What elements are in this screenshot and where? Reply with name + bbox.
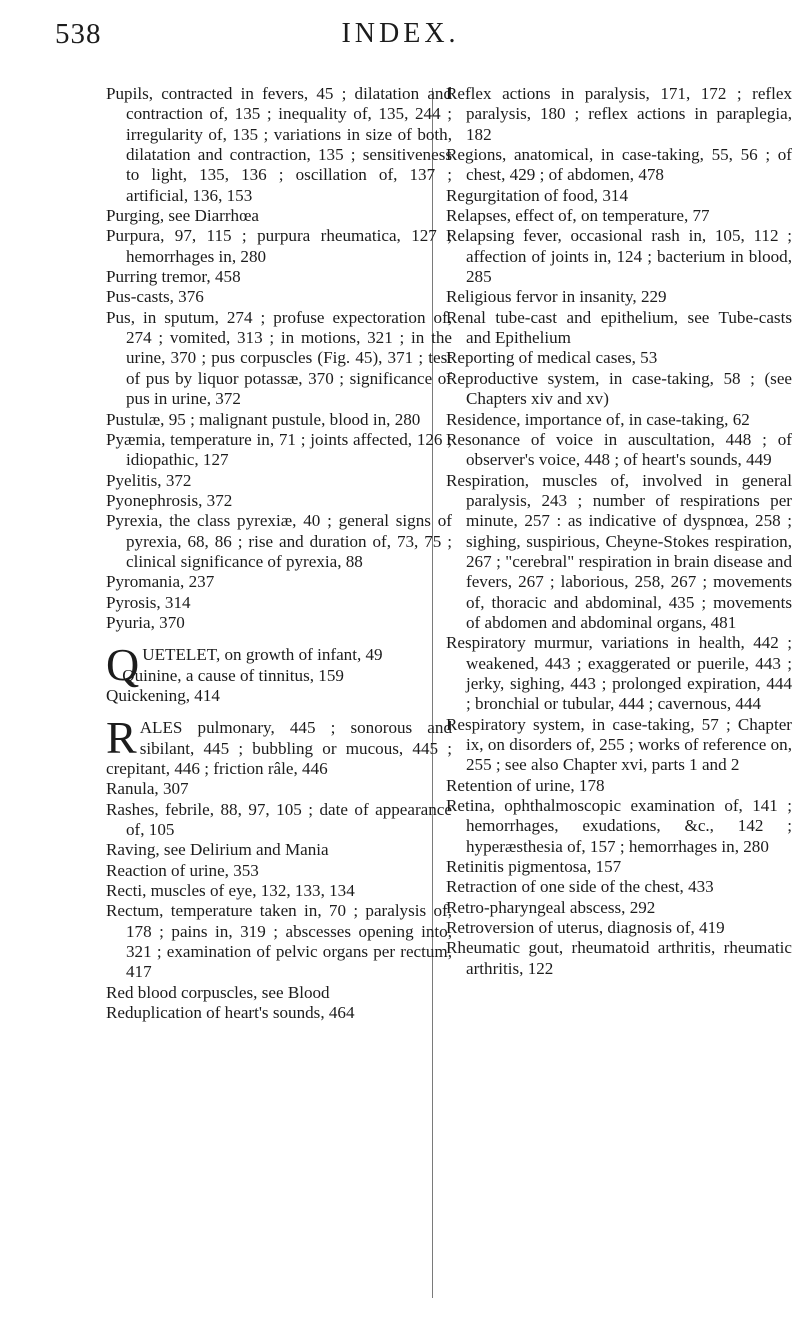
index-entry: Recti, muscles of eye, 132, 133, 134: [106, 881, 355, 901]
index-entry: Rheumatic gout, rheumatoid arthritis, rheumatic arthritis, 122: [446, 938, 792, 978]
section-lead-text: UETELET, on growth of infant, 49: [142, 645, 383, 665]
index-entry: Reduplication of heart's sounds, 464: [106, 1003, 355, 1023]
index-entry: Purpura, 97, 115 ; purpura rheumatica, 127 ; hemorrhages in, 280: [106, 226, 452, 266]
index-entry: Regions, anatomical, in case-taking, 55, 56 ; of chest, 429 ; of abdomen, 478: [446, 145, 792, 185]
index-entry: Relapses, effect of, on temperature, 77: [446, 206, 710, 226]
index-entry: Purring tremor, 458: [106, 267, 241, 287]
index-entry: Rashes, febrile, 88, 97, 105 ; date of appearance of, 105: [106, 799, 452, 840]
index-entry: Pupils, contracted in fevers, 45 ; dilatation and contraction of, 135 ; inequality of, 135, 244 ; irregularity of, 135 ; variations in size of both, dilatation and contraction, 135 ; sensitiveness to light, 135, 136 ; oscillation of, 137 ; artificial, 136, 153: [106, 84, 452, 205]
index-entry: Pyrosis, 314: [106, 592, 191, 612]
index-entry: Pyæmia, temperature in, 71 ; joints affected, 126 ; idiopathic, 127: [106, 429, 452, 470]
index-entry: Pyuria, 370: [106, 612, 185, 632]
section-lead-text: ALES pulmonary, 445 ; sonorous and sibilant, 445 ; bubbling or mucous, 445 ; crepitant, 446 ; friction râle, 446: [106, 718, 452, 778]
index-entry: Retroversion of uterus, diagnosis of, 419: [446, 918, 725, 938]
running-head: INDEX.: [341, 18, 460, 49]
drop-cap-letter: R: [106, 712, 137, 764]
index-entry: Retention of urine, 178: [446, 775, 605, 795]
index-entry: Religious fervor in insanity, 229: [446, 287, 667, 307]
index-entry: Raving, see Delirium and Mania: [106, 840, 329, 860]
index-entry: Respiratory system, in case-taking, 57 ; Chapter ix, on disorders of, 255 ; works of reference on, 255 ; see also Chapter xvi, parts 1 and 2: [446, 714, 792, 775]
section-lead-r: [106, 712, 452, 779]
index-column-left: [106, 84, 452, 1023]
index-entry: Renal tube-cast and epithelium, see Tube-casts and Epithelium: [446, 307, 792, 348]
index-entry: Pyrexia, the class pyrexiæ, 40 ; general signs of pyrexia, 68, 86 ; rise and duration of, 73, 75 ; clinical significance of pyrexia, 88: [106, 511, 452, 571]
index-entry: Pyromania, 237: [106, 572, 215, 592]
index-entry: Respiration, muscles of, involved in general paralysis, 243 ; number of respirations per minute, 257 : as indicative of dyspnœa, 258 ; sighing, suspirious, Cheyne-Stokes respiration, 267 ; "cerebral" respiration in brain disease and fevers, 267 ; laborious, 258, 267 ; movements of, thoracic and abdominal, 435 ; movements of abdomen and abdominal organs, 481: [446, 470, 792, 632]
index-entry: Retina, ophthalmoscopic examination of, 141 ; hemorrhages, exudations, &c., 142 ; hyperæsthesia of, 157 ; hemorrhages in, 280: [446, 796, 792, 856]
index-entry: Reaction of urine, 353: [106, 860, 259, 880]
drop-cap-letter: Q: [106, 639, 140, 691]
index-entry: Retro-pharyngeal abscess, 292: [446, 897, 656, 917]
index-entry: Red blood corpuscles, see Blood: [106, 982, 330, 1002]
page-number: 538: [55, 18, 102, 50]
index-entry: Ranula, 307: [106, 779, 189, 799]
index-entry: Reflex actions in paralysis, 171, 172 ; reflex paralysis, 180 ; reflex actions in paraplegia, 182: [446, 84, 792, 144]
index-entry: Pus, in sputum, 274 ; profuse expectoration of, 274 ; vomited, 313 ; in motions, 321 ; in the urine, 370 ; pus corpuscles (Fig. 45), 371 ; test of pus by liquor potassæ, 370 ; significance of pus in urine, 372: [106, 307, 452, 409]
index-entry: Respiratory murmur, variations in health, 442 ; weakened, 443 ; exaggerated or puerile, 443 ; jerky, sighing, 443 ; prolonged expiration, 444 ; bronchial or tubular, 444 ; cavernous, 444: [446, 633, 792, 714]
index-entry: Purging, see Diarrhœa: [106, 206, 260, 226]
index-entry: Rectum, temperature taken in, 70 ; paralysis of, 178 ; pains in, 319 ; abscesses opening into, 321 ; examination of pelvic organs per rectum, 417: [106, 901, 452, 982]
index-entry: Retraction of one side of the chest, 433: [446, 877, 714, 897]
index-entry: Pustulæ, 95 ; malignant pustule, blood in, 280: [106, 409, 421, 429]
index-entry: Pyonephrosis, 372: [106, 490, 233, 510]
index-entry: Relapsing fever, occasional rash in, 105, 112 ; affection of joints in, 124 ; bacterium in blood, 285: [446, 226, 792, 287]
index-entry: Quickening, 414: [106, 685, 220, 705]
index-entry: Pus-casts, 376: [106, 287, 204, 307]
index-entry: Resonance of voice in auscultation, 448 ; of observer's voice, 448 ; of heart's sounds, 449: [446, 429, 792, 470]
page-header: [0, 8, 801, 68]
index-entry: Pyelitis, 372: [106, 470, 192, 490]
index-entry: Regurgitation of food, 314: [446, 185, 628, 205]
index-entry: Reporting of medical cases, 53: [446, 348, 658, 368]
index-entry: Reproductive system, in case-taking, 58 ; (see Chapters xiv and xv): [446, 368, 792, 409]
index-entry: Residence, importance of, in case-taking, 62: [446, 409, 750, 429]
index-column-right: [446, 84, 792, 979]
index-entry: Retinitis pigmentosa, 157: [446, 857, 622, 877]
index-entry: Quinine, a cause of tinnitus, 159: [122, 665, 344, 685]
